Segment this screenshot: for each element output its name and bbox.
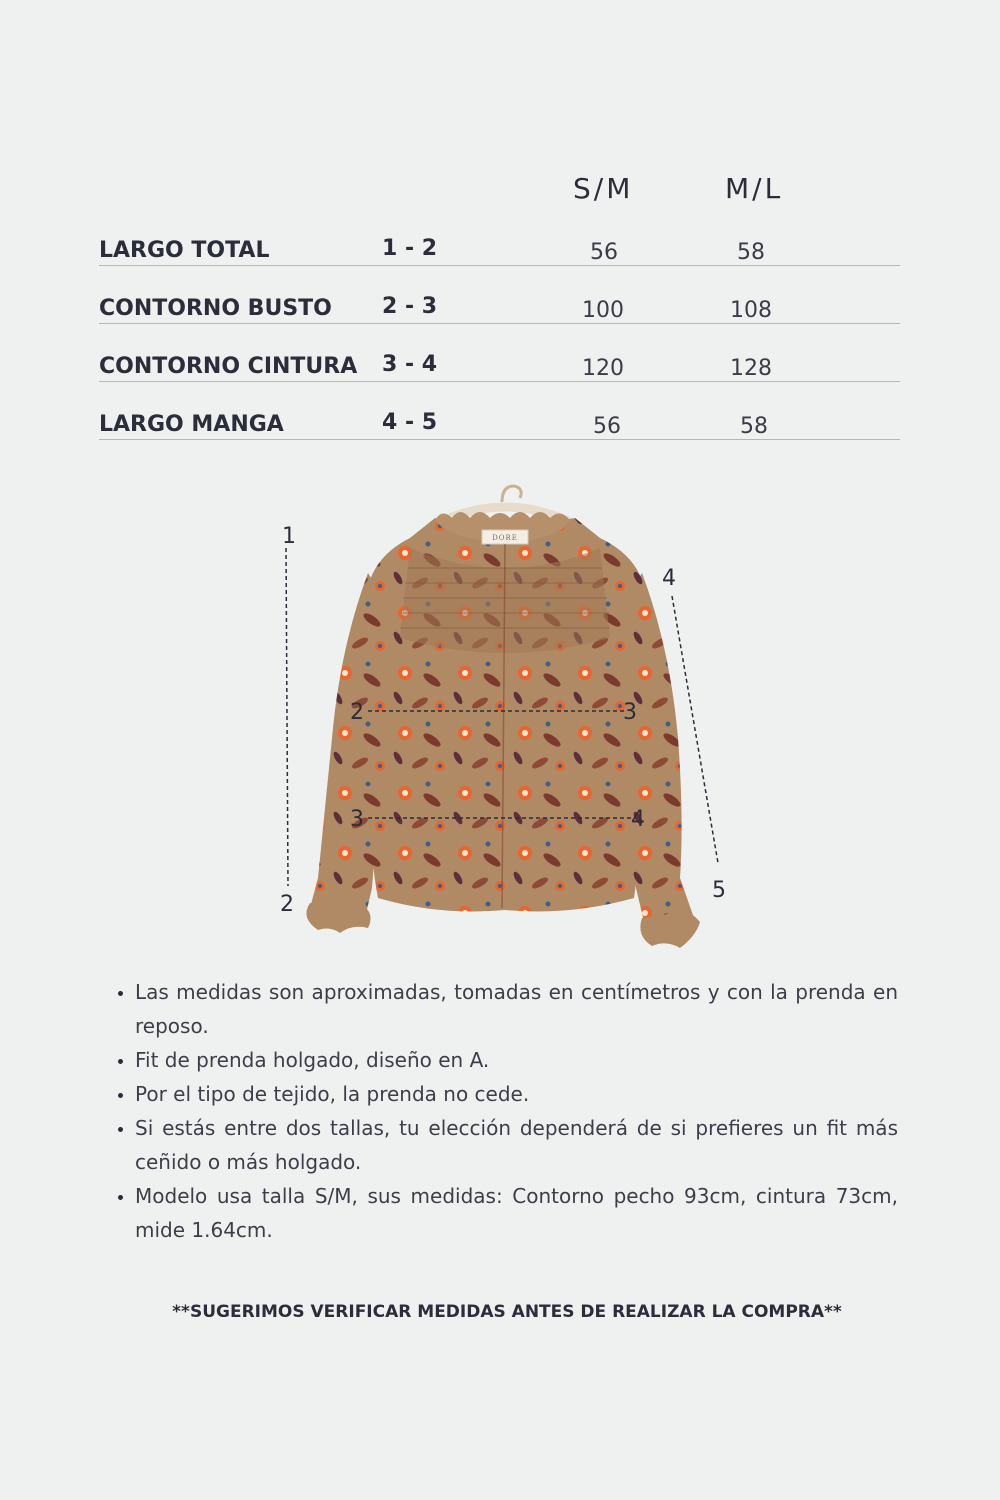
marker-3-bust: 3 [623,700,637,725]
marker-4-shoulder: 4 [662,566,676,591]
size-header-ml: M/L [725,172,784,205]
table-row [99,341,900,382]
marker-5: 5 [712,878,726,903]
row-label: LARGO TOTAL [99,238,270,263]
list-item: • Las medidas son aproximadas, tomadas en centímetros y con la prenda en reposo. [135,975,898,1043]
marker-2-bust: 2 [350,700,364,725]
row-value-sm: 56 [593,414,621,439]
notes-list [100,975,898,1247]
table-row [99,225,900,266]
row-points: 2 - 3 [382,294,438,319]
list-item: • Fit de prenda holgado, diseño en A. [135,1043,898,1077]
list-item: • Si estás entre dos tallas, tu elección dependerá de si prefieres un fit más ceñido o más holgado. [135,1111,898,1179]
brand-tag-text: DORE [492,534,518,542]
row-value-ml: 108 [730,298,772,323]
list-item: • Por el tipo de tejido, la prenda no cede. [135,1077,898,1111]
marker-2-bottom: 2 [280,892,294,917]
row-points: 1 - 2 [382,236,438,261]
size-header-sm: S/M [573,172,634,205]
marker-1: 1 [282,524,296,549]
row-value-sm: 100 [582,298,624,323]
list-item: • Modelo usa talla S/M, sus medidas: Contorno pecho 93cm, cintura 73cm, mide 1.64cm. [135,1179,898,1247]
footer-warning: **SUGERIMOS VERIFICAR MEDIDAS ANTES DE REALIZAR LA COMPRA** [172,1302,842,1322]
row-value-ml: 128 [730,356,772,381]
marker-3-waist: 3 [350,807,364,832]
row-value-sm: 56 [590,240,618,265]
row-value-ml: 58 [737,240,765,265]
row-value-sm: 120 [582,356,624,381]
garment-diagram [270,478,740,958]
marker-4-waist: 4 [631,807,645,832]
table-row [99,399,900,440]
row-label: CONTORNO BUSTO [99,296,332,321]
row-label: LARGO MANGA [99,412,284,437]
table-row [99,283,900,324]
row-points: 4 - 5 [382,410,438,435]
row-label: CONTORNO CINTURA [99,354,358,379]
row-value-ml: 58 [740,414,768,439]
row-points: 3 - 4 [382,352,438,377]
